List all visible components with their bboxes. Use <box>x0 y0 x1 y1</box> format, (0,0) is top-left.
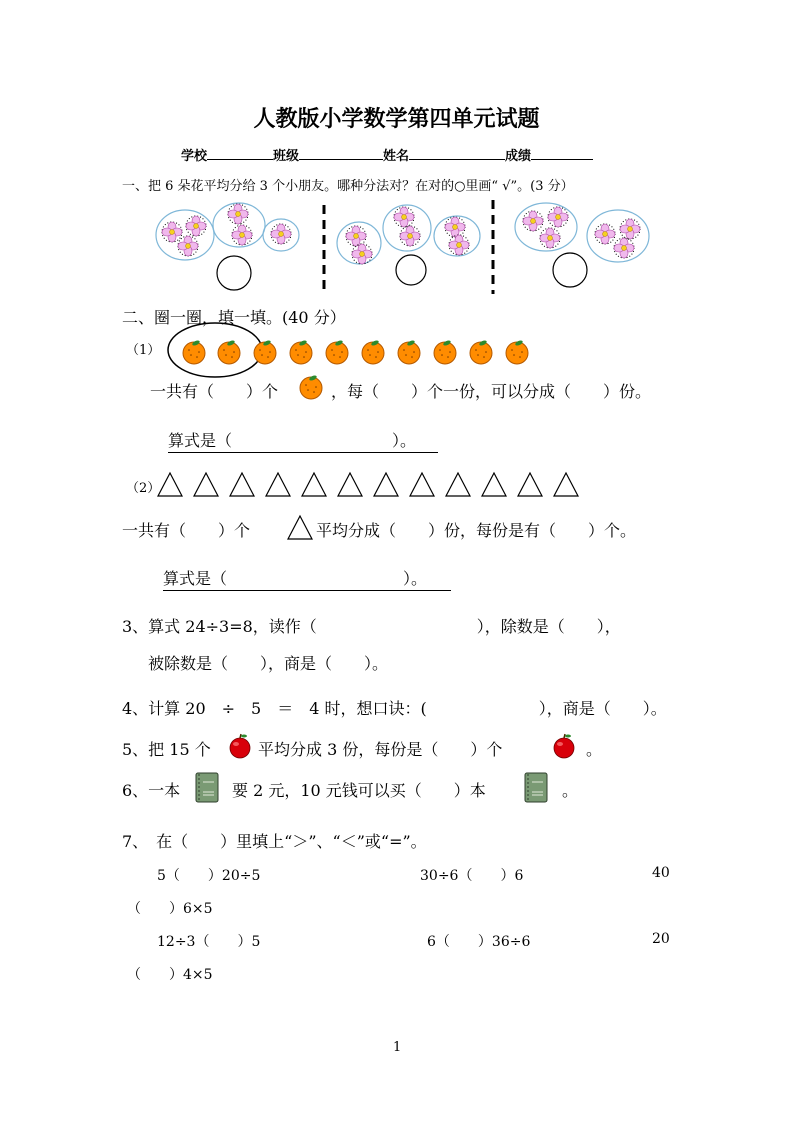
triangle-row <box>0 470 793 500</box>
answer-circle[interactable] <box>553 253 587 287</box>
orange-icon <box>290 339 312 364</box>
page-title: 人教版小学数学第四单元试题 <box>253 107 540 132</box>
answer-circle[interactable] <box>217 256 251 290</box>
orange-icon <box>218 339 240 364</box>
q6-part-c: 。 <box>562 781 579 800</box>
q7-r1b: 30÷6（ ）6 <box>420 868 524 884</box>
triangle-icon <box>554 473 578 496</box>
q2-p2-formula: 算式是（ ）。 <box>163 566 451 591</box>
page-number: 1 <box>393 1040 402 1055</box>
triangle-icon <box>482 473 506 496</box>
orange-icon <box>362 339 384 364</box>
q7-r2d: （ ）4×5 <box>127 967 213 983</box>
score-label: 成绩 <box>505 149 532 164</box>
q7-r2c: 20 <box>652 931 670 947</box>
q4-text: 4、计算 20 ÷ 5 ＝ 4 时，想口诀：( ），商是（ ）。 <box>122 699 667 718</box>
q1-text: 一、把 6 朵花平均分给 3 个小朋友。哪种分法对？在对的○里画“ √”。(3 分） <box>122 179 574 194</box>
flower-icon <box>449 235 469 255</box>
orange-icon-inline <box>296 368 326 408</box>
orange-icon <box>183 339 205 364</box>
orange-icon <box>326 339 348 364</box>
q5-part-b: 平均分成 3 份，每份是（ ）个 <box>258 740 503 759</box>
q7-r1d: （ ）6×5 <box>127 901 213 917</box>
apple-icon <box>228 733 254 761</box>
orange-icon <box>506 339 528 364</box>
flower-icon <box>352 244 372 264</box>
flower-icon <box>620 219 640 239</box>
flower-icon <box>445 217 465 237</box>
q2-p1-line-a: 一共有（ ）个 <box>150 382 279 401</box>
flower-icon <box>394 207 414 227</box>
triangle-icon <box>288 516 312 539</box>
triangle-icon-inline <box>286 514 316 542</box>
q1-flower-options <box>0 0 793 310</box>
notebook-icon <box>523 772 549 804</box>
triangle-icon <box>266 473 290 496</box>
flower-icon <box>523 211 543 231</box>
q3-line1: 3、算式 24÷3=8，读作（ ），除数是（ ）， <box>122 617 621 636</box>
grouping-circle <box>168 323 262 377</box>
flower-icon <box>595 224 615 244</box>
q2-p1-formula: 算式是（ ）。 <box>168 428 438 453</box>
orange-icon <box>398 339 420 364</box>
q6-part-a: 6、一本 <box>122 781 181 800</box>
flower-icon <box>548 207 568 227</box>
option-3 <box>515 203 649 287</box>
q2-p1-line-b: ，每（ ）个一份，可以分成（ ）份。 <box>331 382 652 401</box>
flower-icon <box>614 238 634 258</box>
q5-part-c: 。 <box>586 740 603 759</box>
q2-heading: 二、圈一圈，填一填。(40 分） <box>122 308 346 327</box>
answer-circle[interactable] <box>396 255 426 285</box>
flower-icon <box>232 225 252 245</box>
flower-icon <box>271 224 291 244</box>
q7-r1a: 5（ ）20÷5 <box>157 868 261 884</box>
q7-heading: 7、 在（ ）里填上“＞”、“＜”或“=”。 <box>122 832 427 851</box>
orange-icon <box>470 339 492 364</box>
flower-icon <box>540 228 560 248</box>
option-1 <box>156 203 299 290</box>
flower-icon <box>178 236 198 256</box>
orange-icon <box>434 339 456 364</box>
notebook-icon <box>194 772 220 804</box>
apple-icon <box>552 733 578 761</box>
orange-icon <box>300 374 322 399</box>
flower-icon <box>346 226 366 246</box>
school-label: 学校 <box>181 149 208 164</box>
triangle-icon <box>374 473 398 496</box>
triangle-icon <box>230 473 254 496</box>
orange-row <box>0 320 793 380</box>
triangle-icon <box>446 473 470 496</box>
triangle-icon <box>158 473 182 496</box>
q3-line2: 被除数是（ ），商是（ ）。 <box>148 654 389 673</box>
q2-p2-line-b: 平均分成（ ）份，每份是有（ ）个。 <box>316 521 637 540</box>
q7-r2b: 6（ ）36÷6 <box>427 934 531 950</box>
class-label: 班级 <box>273 149 300 164</box>
triangle-icon <box>194 473 218 496</box>
triangle-icon <box>338 473 362 496</box>
triangle-icon <box>302 473 326 496</box>
q2-p1-label: （1） <box>126 343 161 358</box>
q2-p2-line-a: 一共有（ ）个 <box>122 521 251 540</box>
name-label: 姓名 <box>383 149 410 164</box>
flower-icon <box>162 222 182 242</box>
q5-part-a: 5、把 15 个 <box>122 740 211 759</box>
q2-p2-label: （2） <box>126 481 161 496</box>
flower-icon <box>228 204 248 224</box>
triangle-icon <box>410 473 434 496</box>
option-2 <box>337 205 480 285</box>
q7-r2a: 12÷3（ ）5 <box>157 934 261 950</box>
q7-r1c: 40 <box>652 865 670 881</box>
flower-icon <box>186 216 206 236</box>
q6-part-b: 要 2 元，10 元钱可以买（ ）本 <box>232 781 486 800</box>
triangle-icon <box>518 473 542 496</box>
orange-icon <box>254 339 276 364</box>
flower-icon <box>400 226 420 246</box>
